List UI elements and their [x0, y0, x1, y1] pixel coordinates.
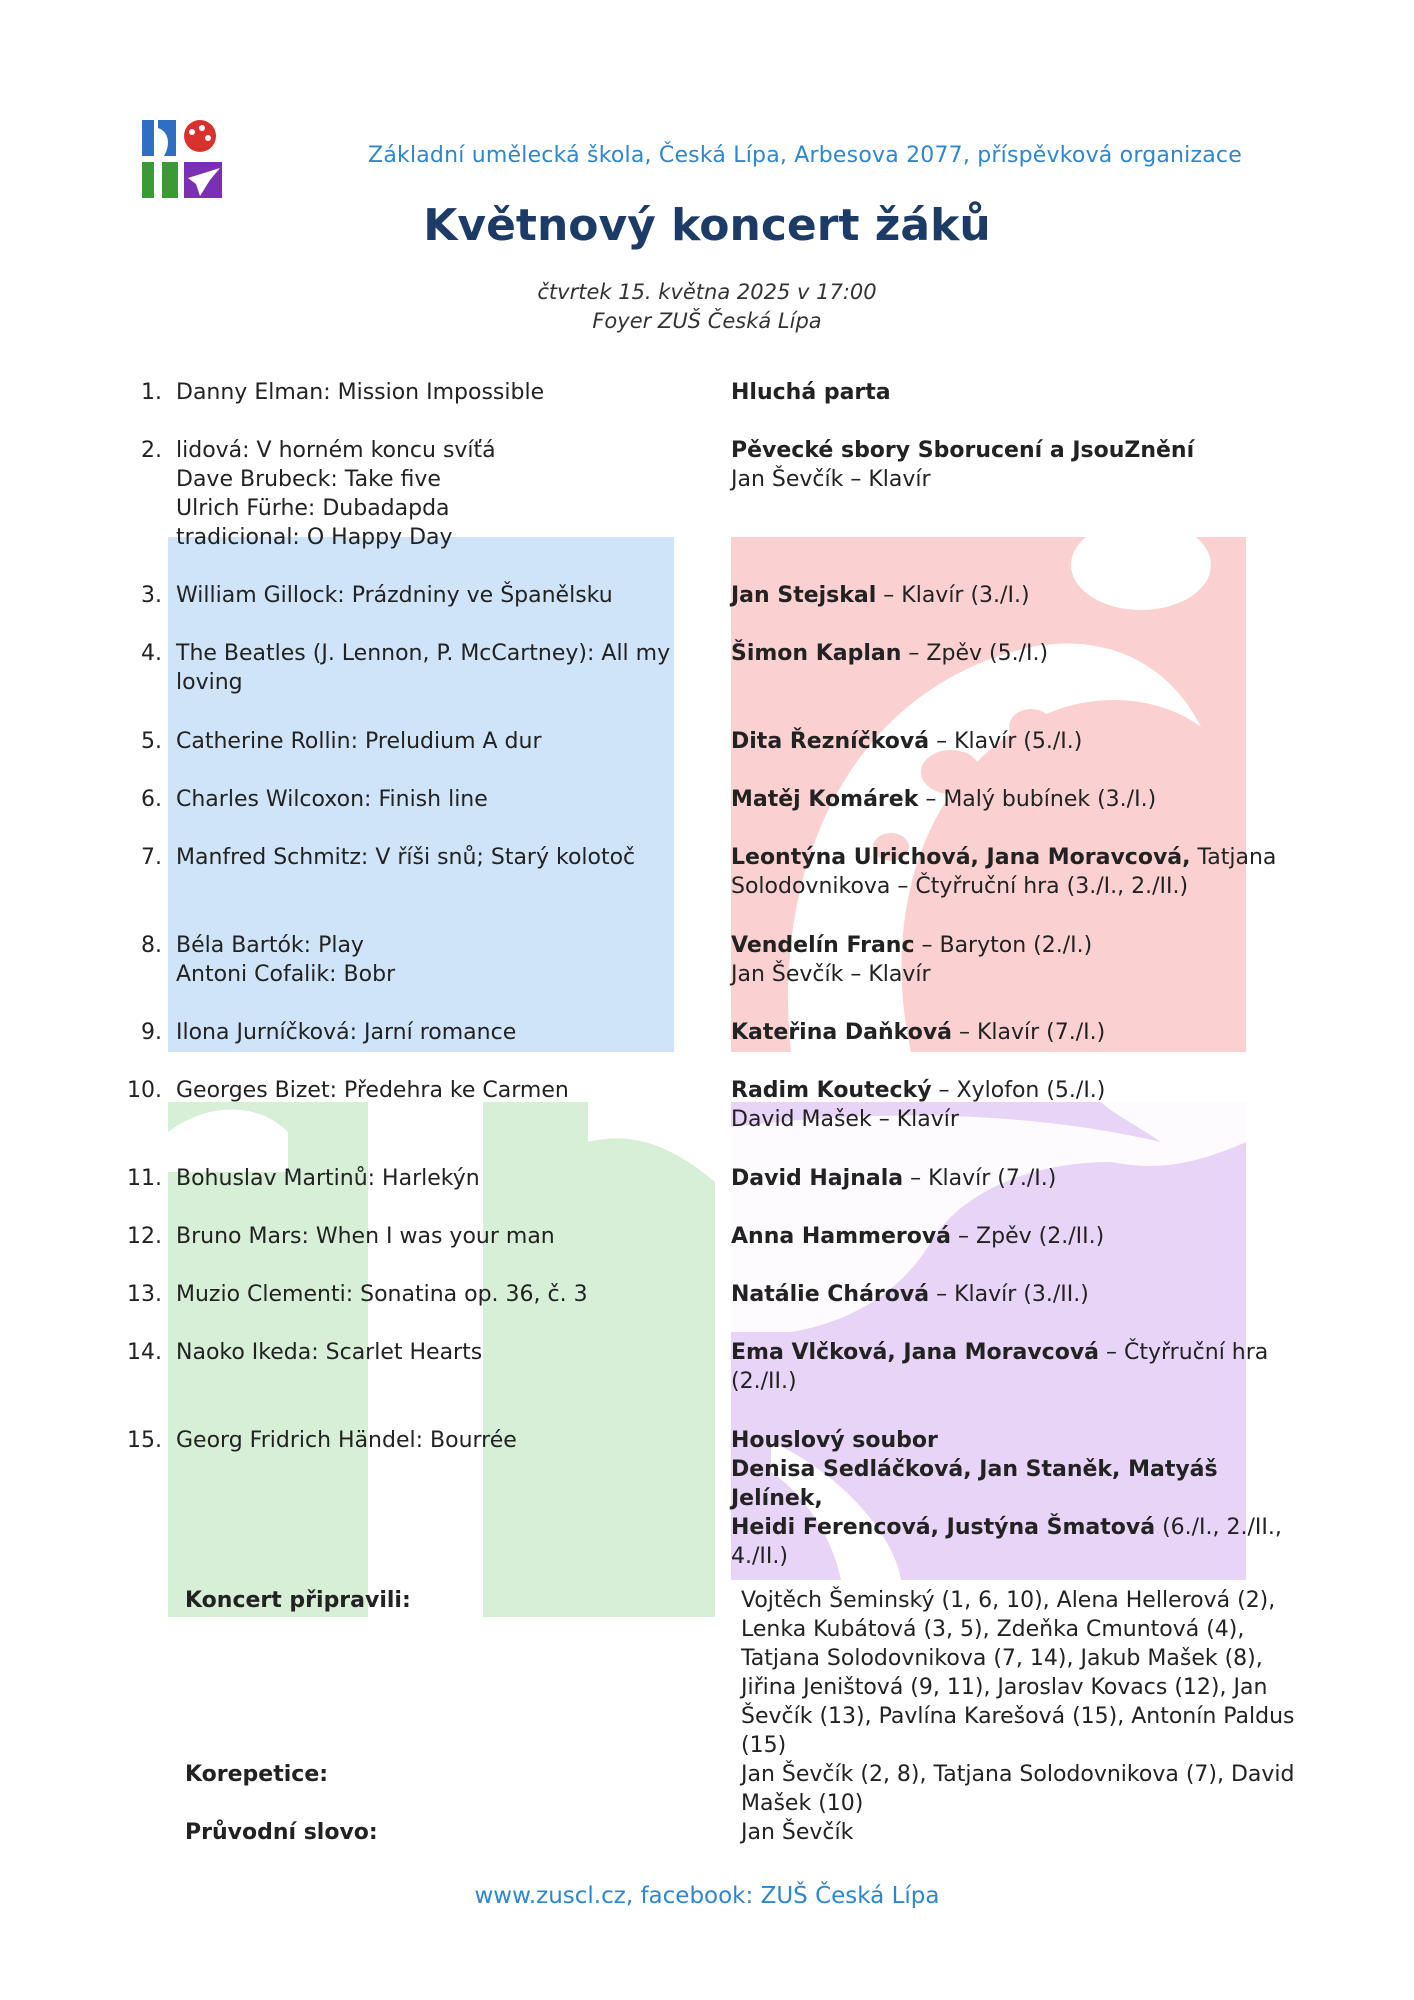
credit-line: (15): [741, 1733, 787, 1758]
program-item-number: 4.: [141, 641, 162, 666]
program-item-number: 1.: [141, 380, 162, 405]
performer-name: Šimon Kaplan: [731, 641, 902, 666]
performer-name: Matěj Komárek: [731, 787, 919, 812]
performer-detail: – Zpěv (5./I.): [901, 641, 1049, 666]
performer-line: [731, 1076, 1291, 1105]
program-item-pieces: [176, 581, 701, 610]
program-item-performers: [731, 785, 1291, 814]
performer-line: [731, 1338, 1291, 1367]
performer-line: [731, 931, 1291, 960]
performer-detail: – Klavír (7./I.): [903, 1166, 1057, 1191]
credit-line: Vojtěch Šeminský (1, 6, 10), Alena Hellerová (2),: [741, 1588, 1276, 1613]
credit-line: Jiřina Jeništová (9, 11), Jaroslav Kovacs (12), Jan: [741, 1675, 1268, 1700]
program-item-number: 6.: [141, 787, 162, 812]
piece-title: Naoko Ikeda: Scarlet Hearts: [176, 1340, 483, 1365]
performer-line: [731, 727, 1291, 756]
performer-name: Pěvecké sbory Sborucení a JsouZnění: [731, 438, 1195, 463]
performer-detail: – Baryton (2./I.): [914, 933, 1093, 958]
piece-title: Georg Fridrich Händel: Bourrée: [176, 1428, 517, 1453]
footer-links: www.zuscl.cz, facebook: ZUŠ Česká Lípa: [474, 1883, 940, 1909]
performer-line: [731, 1455, 1291, 1513]
credit-names: [741, 1760, 1321, 1818]
program-item-pieces: [176, 785, 701, 814]
program-item-pieces: [176, 843, 701, 872]
program-item-number: 13.: [127, 1282, 162, 1307]
performer-line: [731, 378, 1291, 407]
piece-title: Dave Brubeck: Take five: [176, 467, 441, 492]
performer-detail: Tatjana: [1190, 845, 1277, 870]
performer-detail: – Xylofon (5./I.): [931, 1078, 1106, 1103]
program-item-number: 7.: [141, 845, 162, 870]
performer-line: [731, 1222, 1291, 1251]
performer-name: Anna Hammerová: [731, 1224, 952, 1249]
program-item-performers: [731, 1222, 1291, 1251]
program-item-number: 14.: [127, 1340, 162, 1365]
program-item-number: 5.: [141, 729, 162, 754]
performer-line: [731, 1018, 1291, 1047]
performer-name: Dita Řezníčková: [731, 729, 930, 754]
performer-name: Kateřina Daňková: [731, 1020, 952, 1045]
program-item-pieces: [176, 1164, 701, 1193]
program-item-performers: [731, 1338, 1291, 1396]
program-item-performers: [731, 581, 1291, 610]
concert-info: [0, 278, 1414, 336]
performer-line: [731, 1513, 1291, 1542]
piece-title: Ulrich Fürhe: Dubadapda: [176, 496, 450, 521]
piece-title: Georges Bizet: Předehra ke Carmen: [176, 1078, 569, 1103]
piece-title: Antoni Cofalik: Bobr: [176, 962, 396, 987]
credit-line: Ševčík (13), Pavlína Karešová (15), Antonín Paldus: [741, 1704, 1295, 1729]
performer-line: [731, 465, 1291, 494]
program-item-performers: [731, 843, 1291, 901]
program-item-performers: [731, 378, 1291, 407]
performer-name: Vendelín Franc: [731, 933, 915, 958]
program-item-pieces: [176, 378, 701, 407]
program-item-pieces: [176, 1280, 701, 1309]
credit-label: Koncert připravili:: [185, 1588, 411, 1613]
performer-line: [731, 639, 1291, 668]
program-item-performers: [731, 436, 1291, 494]
performer-detail: – Klavír (3./II.): [929, 1282, 1089, 1307]
performer-name: Natálie Chárová: [731, 1282, 930, 1307]
piece-title: Béla Bartók: Play: [176, 933, 364, 958]
school-header: Základní umělecká škola, Česká Lípa, Arbesova 2077, příspěvková organizace: [368, 143, 1242, 168]
performer-detail: David Mašek – Klavír: [731, 1107, 959, 1132]
performer-name: Radim Koutecký: [731, 1078, 932, 1103]
credit-line: Lenka Kubátová (3, 5), Zdeňka Cmuntová (4),: [741, 1617, 1245, 1642]
performer-line: [731, 843, 1291, 872]
program-item-performers: [731, 1018, 1291, 1047]
performer-detail: – Malý bubínek (3./I.): [918, 787, 1157, 812]
performer-name: Leontýna Ulrichová, Jana Moravcová,: [731, 845, 1191, 870]
piece-title: The Beatles (J. Lennon, P. McCartney): All my: [176, 641, 671, 666]
credit-line: Mašek (10): [741, 1791, 864, 1816]
performer-line: [731, 960, 1291, 989]
performer-detail: (6./I., 2./II.,: [1155, 1515, 1282, 1540]
program-item-performers: [731, 727, 1291, 756]
program-item-pieces: [176, 1222, 701, 1251]
performer-detail: – Klavír (5./I.): [929, 729, 1083, 754]
performer-detail: – Zpěv (2./II.): [951, 1224, 1105, 1249]
performer-name: Hluchá parta: [731, 380, 891, 405]
performer-detail: Jan Ševčík – Klavír: [731, 962, 931, 987]
performer-line: [731, 785, 1291, 814]
program-item-number: 11.: [127, 1166, 162, 1191]
program-item-pieces: [176, 1076, 701, 1105]
piece-title: Muzio Clementi: Sonatina op. 36, č. 3: [176, 1282, 588, 1307]
program-item-performers: [731, 639, 1291, 668]
performer-name: Heidi Ferencová, Justýna Šmatová: [731, 1515, 1156, 1540]
piece-title: Charles Wilcoxon: Finish line: [176, 787, 488, 812]
piece-title: Ilona Jurníčková: Jarní romance: [176, 1020, 517, 1045]
piece-title: Danny Elman: Mission Impossible: [176, 380, 545, 405]
program-item-performers: [731, 1076, 1291, 1134]
performer-line: [731, 1164, 1291, 1193]
program-item-number: 12.: [127, 1224, 162, 1249]
performer-line: [731, 872, 1291, 901]
piece-title: lidová: V horném koncu svíťá: [176, 438, 496, 463]
program-item-pieces: [176, 436, 701, 552]
performer-name: David Hajnala: [731, 1166, 904, 1191]
performer-detail: (2./II.): [731, 1369, 797, 1394]
credit-label: Korepetice:: [185, 1762, 329, 1787]
piece-title: Catherine Rollin: Preludium A dur: [176, 729, 542, 754]
performer-line: [731, 1542, 1291, 1571]
program-item-pieces: [176, 1426, 701, 1455]
program-item-performers: [731, 1280, 1291, 1309]
program-item-number: 9.: [141, 1020, 162, 1045]
credit-line: Jan Ševčík (2, 8), Tatjana Solodovnikova (7), David: [741, 1762, 1295, 1787]
program-item-performers: [731, 1164, 1291, 1193]
credit-names: [741, 1586, 1321, 1760]
credit-line: Tatjana Solodovnikova (7, 14), Jakub Mašek (8),: [741, 1646, 1263, 1671]
performer-detail: – Čtyřruční hra: [1099, 1340, 1269, 1365]
credit-line: Jan Ševčík: [741, 1820, 854, 1845]
credit-label: Průvodní slovo:: [185, 1820, 378, 1845]
performer-name: Houslový soubor: [731, 1428, 938, 1453]
performer-detail: Jan Ševčík – Klavír: [731, 467, 931, 492]
program-item-pieces: [176, 727, 701, 756]
piece-title: Manfred Schmitz: V říši snů; Starý kolotoč: [176, 845, 636, 870]
piece-title: Bohuslav Martinů: Harlekýn: [176, 1166, 480, 1191]
program-item-pieces: [176, 1338, 701, 1367]
performer-name: Ema Vlčková, Jana Moravcová: [731, 1340, 1100, 1365]
performer-line: [731, 581, 1291, 610]
performer-line: [731, 1426, 1291, 1455]
program-item-number: 3.: [141, 583, 162, 608]
program-item-performers: [731, 1426, 1291, 1571]
performer-line: [731, 1105, 1291, 1134]
performer-detail: – Klavír (3./I.): [876, 583, 1030, 608]
program-item-number: 8.: [141, 933, 162, 958]
performer-line: [731, 1280, 1291, 1309]
piece-title: William Gillock: Prázdniny ve Španělsku: [176, 583, 613, 608]
program-item-number: 2.: [141, 438, 162, 463]
piece-title: Bruno Mars: When I was your man: [176, 1224, 555, 1249]
program-item-pieces: [176, 1018, 701, 1047]
performer-detail: Solodovnikova – Čtyřruční hra (3./I., 2./II.): [731, 874, 1189, 899]
performer-detail: 4./II.): [731, 1544, 788, 1569]
performer-line: [731, 436, 1291, 465]
piece-title: tradicional: O Happy Day: [176, 525, 453, 550]
program-item-pieces: [176, 639, 701, 697]
performer-name: Denisa Sedláčková, Jan Staněk, Matyáš Jelínek,: [731, 1457, 1218, 1511]
program-item-number: 15.: [127, 1428, 162, 1453]
concert-venue: Foyer ZUŠ Česká Lípa: [592, 309, 822, 333]
performer-detail: – Klavír (7./I.): [952, 1020, 1106, 1045]
performer-name: Jan Stejskal: [731, 583, 877, 608]
program-item-performers: [731, 931, 1291, 989]
program-item-number: 10.: [127, 1078, 162, 1103]
piece-title: loving: [176, 670, 243, 695]
program-item-pieces: [176, 931, 701, 989]
performer-line: [731, 1367, 1291, 1396]
page-title: Květnový koncert žáků: [423, 200, 991, 251]
school-logo-icon: [140, 118, 224, 200]
credit-names: [741, 1818, 1321, 1847]
concert-date: čtvrtek 15. května 2025 v 17:00: [537, 280, 877, 304]
